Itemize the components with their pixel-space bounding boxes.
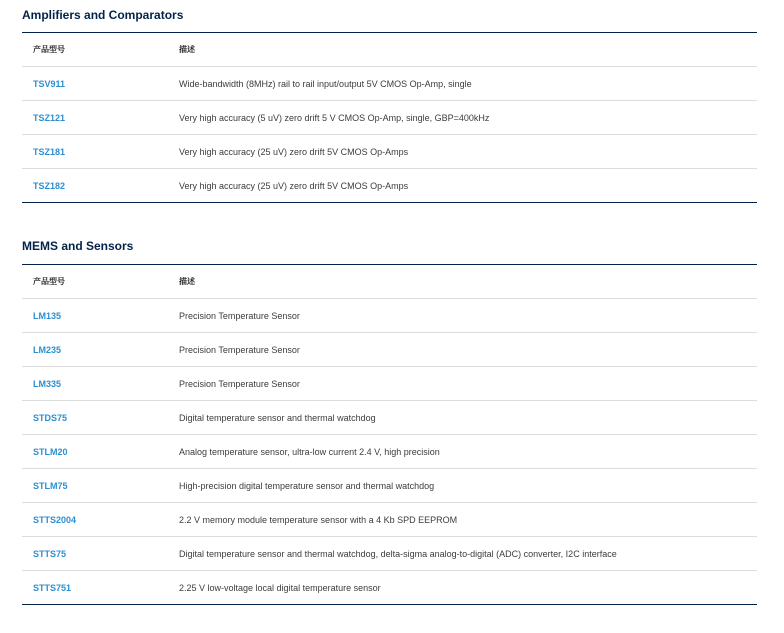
- part-number-link[interactable]: STTS2004: [33, 514, 77, 525]
- table-header-row: [22, 33, 757, 66]
- column-header-part-number: 产品型号: [33, 45, 65, 54]
- table-row: [22, 400, 757, 434]
- part-description: 2.25 V low-voltage local digital temperature sensor: [179, 582, 381, 593]
- part-description: 2.2 V memory module temperature sensor with a 4 Kb SPD EEPROM: [179, 514, 458, 525]
- table-row: [22, 536, 757, 570]
- table-row: [22, 168, 757, 202]
- part-description: Precision Temperature Sensor: [179, 344, 300, 355]
- table-row: [22, 66, 757, 100]
- part-number-link[interactable]: STTS75: [33, 548, 67, 559]
- part-description: Precision Temperature Sensor: [179, 378, 300, 389]
- table-row: [22, 502, 757, 536]
- part-number-link[interactable]: LM335: [33, 378, 62, 389]
- part-number-link[interactable]: LM235: [33, 344, 62, 355]
- table-row: [22, 298, 757, 332]
- product-table: [22, 264, 757, 605]
- section-title: Amplifiers and Comparators: [22, 8, 184, 22]
- part-number-link[interactable]: STLM75: [33, 480, 68, 491]
- part-description: Precision Temperature Sensor: [179, 310, 300, 321]
- table-row: [22, 134, 757, 168]
- part-description: Very high accuracy (25 uV) zero drift 5V CMOS Op-Amps: [179, 146, 409, 157]
- part-number-link[interactable]: TSZ181: [33, 146, 66, 157]
- part-number-link[interactable]: TSZ121: [33, 112, 66, 123]
- part-description: Digital temperature sensor and thermal watchdog: [179, 412, 376, 423]
- part-number-link[interactable]: STTS751: [33, 582, 72, 593]
- column-header-description: 描述: [179, 45, 195, 54]
- table-row: [22, 100, 757, 134]
- table-row: [22, 434, 757, 468]
- section-title: MEMS and Sensors: [22, 239, 134, 253]
- part-description: Very high accuracy (25 uV) zero drift 5V CMOS Op-Amps: [179, 180, 409, 191]
- product-table: [22, 32, 757, 203]
- part-number-link[interactable]: TSV911: [33, 78, 66, 89]
- column-header-description: 描述: [179, 277, 195, 286]
- part-description: Digital temperature sensor and thermal watchdog, delta-sigma analog-to-digital (ADC) converter, I2C interface: [179, 548, 617, 559]
- table-row: [22, 570, 757, 604]
- column-header-part-number: 产品型号: [33, 277, 65, 286]
- section-amplifiers-comparators: [22, 8, 757, 191]
- section-mems-sensors: [22, 239, 757, 593]
- table-row: [22, 366, 757, 400]
- part-number-link[interactable]: LM135: [33, 310, 62, 321]
- table-header-row: [22, 265, 757, 298]
- part-description: Very high accuracy (5 uV) zero drift 5 V CMOS Op-Amp, single, GBP=400kHz: [179, 112, 490, 123]
- part-description: Wide-bandwidth (8MHz) rail to rail input/output 5V CMOS Op-Amp, single: [179, 78, 472, 89]
- part-description: Analog temperature sensor, ultra-low current 2.4 V, high precision: [179, 446, 440, 457]
- part-description: High-precision digital temperature sensor and thermal watchdog: [179, 480, 435, 491]
- table-row: [22, 468, 757, 502]
- table-row: [22, 332, 757, 366]
- part-number-link[interactable]: STDS75: [33, 412, 68, 423]
- part-number-link[interactable]: TSZ182: [33, 180, 66, 191]
- part-number-link[interactable]: STLM20: [33, 446, 68, 457]
